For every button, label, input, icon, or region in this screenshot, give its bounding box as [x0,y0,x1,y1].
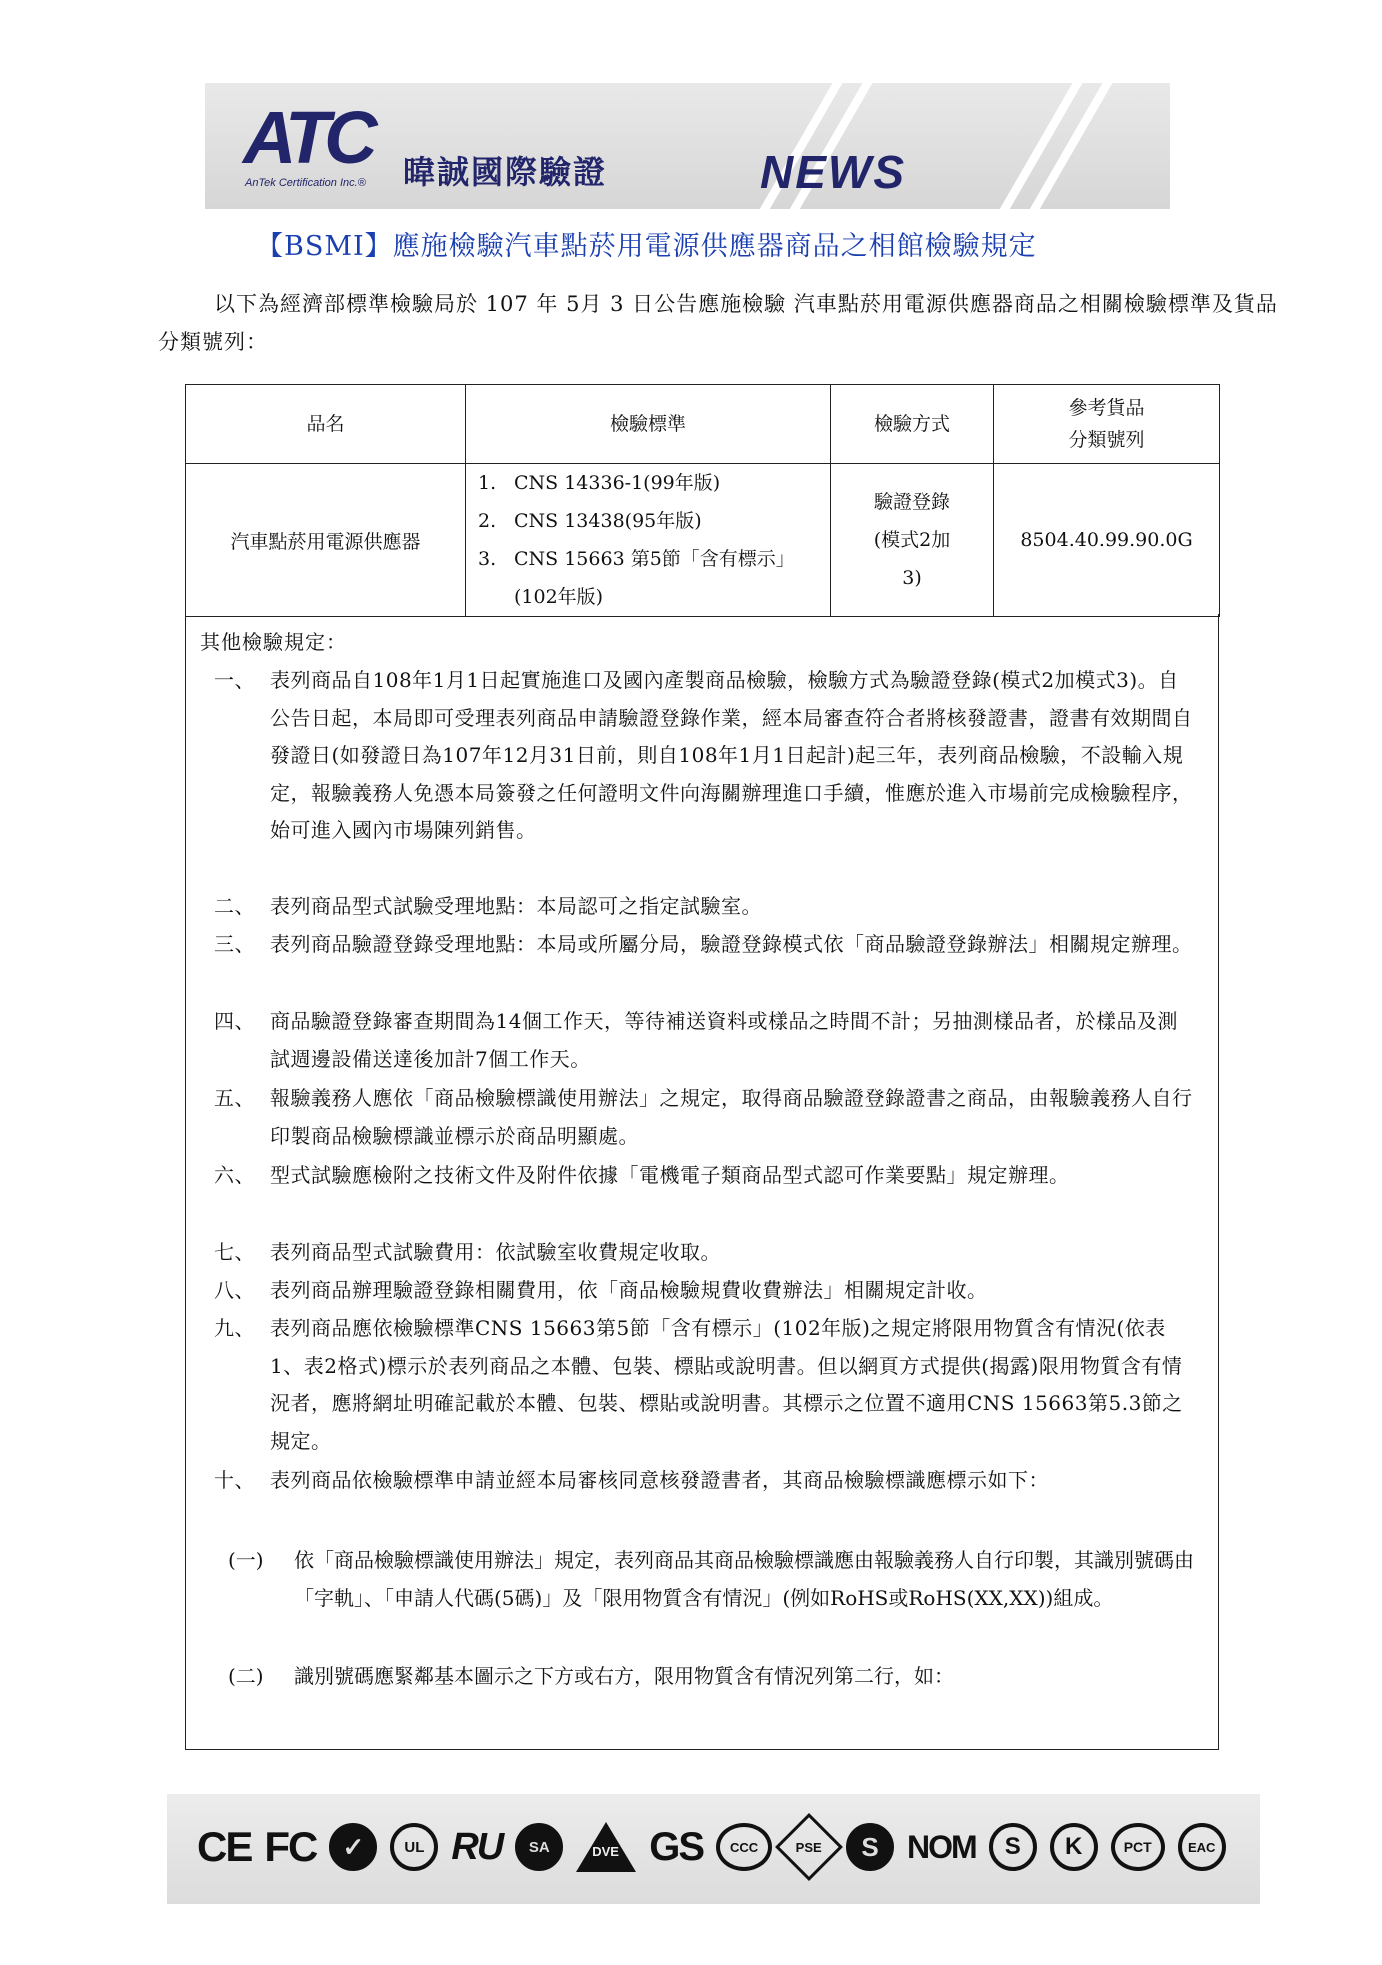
header-standard: 檢驗標準 [466,385,831,464]
ccc-mark-icon: CCC [716,1818,772,1876]
certification-marks-footer [167,1794,1260,1904]
standards-table [185,384,1220,617]
logo-subtitle: AnTek Certification Inc.® [245,177,366,189]
rule-item [214,1157,1194,1195]
rule-item [214,888,1194,926]
marks-row [197,1818,1226,1876]
cell-standards [466,464,831,617]
standard-text: CNS 15663 第5節「含有標示」(102年版) [514,548,795,608]
rule-text: 表列商品辦理驗證登錄相關費用，依「商品檢驗規費收費辦法」相關規定計收。 [270,1278,988,1302]
method-line3: 3) [902,567,922,589]
page-title: 【BSMI】應施檢驗汽車點菸用電源供應器商品之相館檢驗規定 [256,231,1037,262]
header-method: 檢驗方式 [831,385,994,464]
standard-text: CNS 14336-1(99年版) [514,472,721,494]
rule-text: 表列商品自108年1月1日起實施進口及國內產製商品檢驗，檢驗方式為驗證登錄(模式2加模式3)。自公告日起，本局即可受理表列商品申請驗證登錄作業，經本局審查符合者將核發證書，證書有效期間自發證日(如發證日為107年12月31日前，則自108年1月1日起計)起三年，表列商品檢驗，不設輸入規定，報驗義務人免憑本局簽發之任何證明文件向海關辦理進口手續，惟應於進入市場前完成檢驗程序，始可進入國內市場陳列銷售。 [270,668,1193,842]
dve-mark-icon: DVE [576,1818,636,1876]
rule-num: 二、 [214,894,255,918]
ur-mark-icon: RU [451,1825,503,1868]
intro-paragraph: 以下為經濟部標準檢驗局於 107 年 5月 3 日公告應施檢驗 汽車點菸用電源供應器商品之相關檢驗標準及貨品分類號列： [158,292,1278,354]
rule-text: 型式試驗應檢附之技術文件及附件依據「電機電子類商品型式認可作業要點」規定辦理。 [270,1163,1070,1187]
header-product: 品名 [186,385,466,464]
rule-item [214,1462,1194,1500]
k-mark-icon: K [1050,1818,1098,1876]
csa-mark-icon: SA [515,1818,563,1876]
rule-num: 十、 [214,1468,255,1492]
standards-list [466,464,830,616]
standard-num: 3. [478,548,497,570]
ce-mark-icon: CE [197,1823,252,1870]
rule-text: 報驗義務人應依「商品檢驗標識使用辦法」之規定，取得商品驗證登錄證書之商品，由報驗義務人自行印製商品檢驗標識並標示於商品明顯處。 [270,1086,1193,1148]
rule-num: 六、 [214,1163,255,1187]
company-name: 暐誠國際驗證 [403,153,608,191]
subitem-num: (一) [228,1548,264,1572]
rule-num: 四、 [214,1009,255,1033]
cell-code: 8504.40.99.90.0G [994,464,1220,617]
rule-text: 表列商品型式試驗受理地點：本局認可之指定試驗室。 [270,894,762,918]
nom-mark-icon: NOM [907,1828,976,1865]
other-rules-box [185,614,1219,1750]
rule-text: 表列商品應依檢驗標準CNS 15663第5節「含有標示」(102年版)之規定將限用物質含有情況(依表1、表2格式)標示於表列商品之本體、包裝、標貼或說明書。但以網頁方式提供(揭露)限用物質含有情況者，應將網址明確記載於本體、包裝、標貼或說明書。其標示之位置不適用CNS 15663第5.3節之規定。 [270,1316,1183,1453]
rule-text: 表列商品型式試驗費用：依試驗室收費規定收取。 [270,1240,721,1264]
fcc-mark-icon: FC [264,1823,317,1870]
rule-item [214,1310,1194,1460]
rule-num: 五、 [214,1086,255,1110]
subitem-num: (二) [228,1664,264,1688]
header-code-line2: 分類號列 [1068,429,1145,451]
standard-num: 1. [478,472,497,494]
rule-item [214,1234,1194,1272]
eac-mark-icon: EAC [1178,1818,1226,1876]
cell-method [831,464,994,617]
cell-product: 汽車點菸用電源供應器 [186,464,466,617]
s-circle-mark-icon: S [989,1818,1037,1876]
rule-item [214,1080,1194,1155]
rule-num: 八、 [214,1278,255,1302]
atc-logo: ATC [243,96,372,179]
rule-num: 九、 [214,1316,255,1340]
table-header-row [186,385,1220,464]
subitem-text: 依「商品檢驗標識使用辦法」規定，表列商品其商品檢驗標識應由報驗義務人自行印製，其識別號碼由「字軌」、「申請人代碼(5碼)」及「限用物質含有情況」(例如RoHS或RoHS(XX,XX))組成。 [294,1548,1194,1610]
c-tick-mark-icon: ✓ [329,1818,377,1876]
news-banner [205,83,1170,209]
pct-mark-icon: PCT [1111,1818,1165,1876]
standard-item [478,464,830,502]
standard-num: 2. [478,510,497,532]
standard-item [478,540,830,616]
rule-item [214,1003,1194,1078]
rule-item [214,926,1194,964]
header-code [994,385,1220,464]
method-line1: 驗證登錄 [873,491,950,513]
s-mark-icon: S [846,1818,894,1876]
rule-text: 表列商品依檢驗標準申請並經本局審核同意核發證書者，其商品檢驗標識應標示如下： [270,1468,1049,1492]
standard-item [478,502,830,540]
rule-item [214,662,1194,850]
rule-num: 七、 [214,1240,255,1264]
gs-mark-icon: GS [649,1824,704,1869]
rule-text: 商品驗證登錄審查期間為14個工作天，等待補送資料或樣品之時間不計；另抽測樣品者，於樣品及測試週邊設備送達後加計7個工作天。 [270,1009,1178,1071]
news-label: NEWS [760,146,906,198]
table-row [186,464,1220,617]
header-code-line1: 參考貨品 [1068,397,1145,419]
method-line2: (模式2加 [873,529,951,551]
rule-num: 一、 [214,668,255,692]
rule-subitem [228,1542,1194,1617]
rule-item [214,1272,1194,1310]
standard-text: CNS 13438(95年版) [514,510,702,532]
rule-text: 表列商品驗證登錄受理地點：本局或所屬分局，驗證登錄模式依「商品驗證登錄辦法」相關規定辦理。 [270,932,1193,956]
subitem-text: 識別號碼應緊鄰基本圖示之下方或右方，限用物質含有情況列第二行，如： [294,1664,954,1688]
pse-mark-icon: PSE [785,1818,833,1876]
rule-num: 三、 [214,932,255,956]
rules-heading: 其他檢驗規定： [200,630,347,654]
rule-subitem [228,1658,1194,1696]
ul-mark-icon: UL [390,1818,438,1876]
